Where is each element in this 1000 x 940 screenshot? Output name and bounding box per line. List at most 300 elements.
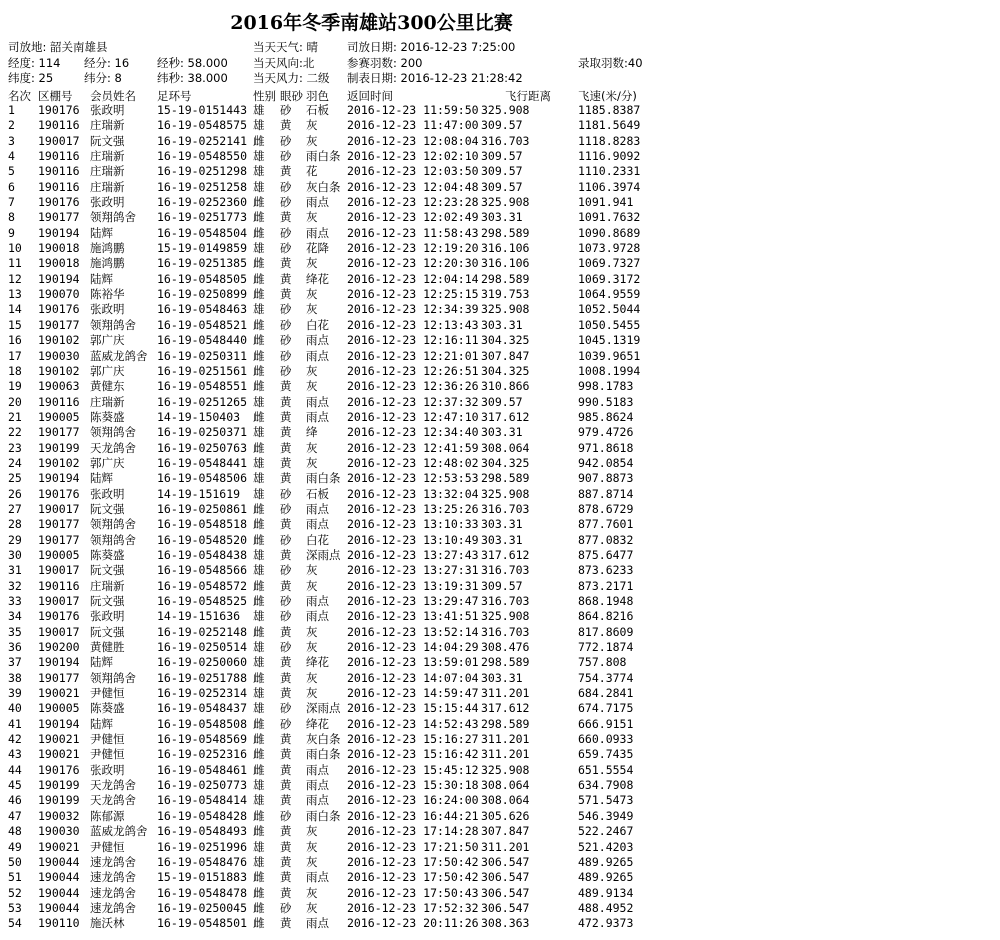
cell-eye: 砂 — [280, 640, 292, 655]
cell-member: 黄健胜 — [90, 640, 125, 655]
cell-return-time: 2016-12-23 12:13:43 — [347, 317, 479, 332]
cell-distance: 306.547 — [481, 885, 530, 900]
cell-loft: 190017 — [38, 594, 80, 608]
cell-member: 张政明 — [90, 486, 125, 501]
cell-sex: 雌 — [253, 732, 265, 747]
cell-return-time: 2016-12-23 16:44:21 — [347, 808, 479, 823]
cell-sex: 雄 — [253, 302, 265, 317]
cell-speed: 634.7908 — [578, 778, 634, 793]
latitude-minute: 纬分: 8 — [84, 71, 122, 85]
cell-distance: 308.064 — [481, 440, 530, 455]
table-row — [0, 916, 1000, 931]
cell-eye: 黄 — [280, 118, 292, 133]
cell-speed: 1181.5649 — [578, 118, 641, 133]
cell-eye: 黄 — [280, 793, 292, 808]
cell-color: 石板 — [306, 103, 329, 117]
table-row — [0, 302, 1000, 317]
cell-rank: 54 — [8, 916, 22, 931]
cell-return-time: 2016-12-23 12:47:10 — [347, 409, 479, 424]
cell-speed: 488.4952 — [578, 900, 634, 915]
cell-speed: 817.8609 — [578, 624, 634, 639]
cell-loft: 190200 — [38, 640, 80, 655]
longitude-degree: 经度: 114 — [8, 56, 61, 70]
cell-sex: 雄 — [253, 854, 265, 869]
cell-loft: 190030 — [38, 348, 80, 363]
cell-eye: 砂 — [280, 501, 292, 516]
cell-speed: 1106.3974 — [578, 179, 641, 194]
cell-color: 绛花 — [306, 271, 329, 286]
header-ring: 足环号 — [157, 89, 192, 103]
cell-sex: 雄 — [253, 486, 265, 501]
cell-speed: 877.0832 — [578, 532, 634, 547]
cell-ring: 16-19-0548437 — [157, 701, 248, 716]
cell-member: 陈郁源 — [90, 808, 125, 823]
cell-loft: 190017 — [38, 133, 80, 148]
cell-color: 雨点 — [306, 609, 329, 624]
cell-rank: 24 — [8, 455, 22, 470]
cell-ring: 16-19-0252314 — [157, 686, 248, 701]
cell-member: 张政明 — [90, 609, 125, 624]
results-table-body — [0, 103, 1000, 932]
cell-ring: 16-19-0548478 — [157, 885, 248, 900]
cell-return-time: 2016-12-23 12:20:30 — [347, 256, 479, 271]
cell-color: 绛花 — [306, 716, 329, 731]
cell-ring: 16-19-0252141 — [157, 133, 248, 148]
cell-return-time: 2016-12-23 12:23:28 — [347, 195, 479, 210]
cell-rank: 40 — [8, 701, 22, 716]
admitted-count-info: 录取羽数:40 — [578, 56, 643, 70]
cell-loft: 190194 — [38, 716, 80, 731]
cell-color: 深雨点 — [306, 547, 341, 562]
cell-return-time: 2016-12-23 12:34:39 — [347, 302, 479, 317]
cell-member: 蓝威龙鸽舍 — [90, 824, 148, 839]
cell-return-time: 2016-12-23 13:27:43 — [347, 547, 479, 562]
cell-rank: 11 — [8, 256, 22, 271]
cell-member: 陈葵盛 — [90, 409, 125, 424]
cell-color: 绛 — [306, 425, 318, 440]
cell-eye: 黄 — [280, 425, 292, 440]
cell-loft: 190005 — [38, 547, 80, 562]
cell-distance: 316.106 — [481, 256, 530, 271]
table-row — [0, 410, 1000, 425]
cell-ring: 16-19-0548508 — [157, 716, 248, 731]
table-row — [0, 747, 1000, 762]
cell-member: 阮文强 — [90, 501, 125, 516]
table-row — [0, 655, 1000, 670]
cell-member: 尹健恒 — [90, 732, 125, 747]
cell-member: 速龙鸽舍 — [90, 870, 136, 885]
cell-member: 陆辉 — [90, 271, 113, 286]
cell-return-time: 2016-12-23 13:25:26 — [347, 501, 479, 516]
cell-color: 雨白条 — [306, 471, 341, 486]
cell-color: 灰 — [306, 624, 318, 639]
cell-member: 速龙鸽舍 — [90, 854, 136, 869]
cell-return-time: 2016-12-23 14:04:29 — [347, 640, 479, 655]
cell-speed: 990.5183 — [578, 394, 634, 409]
release-date-info: 司放日期: 2016-12-23 7:25:00 — [347, 40, 516, 54]
cell-color: 雨点 — [306, 348, 329, 363]
cell-rank: 46 — [8, 793, 22, 808]
cell-color: 石板 — [306, 486, 329, 501]
cell-speed: 489.9265 — [578, 870, 634, 885]
cell-member: 庄瑞新 — [90, 578, 125, 593]
cell-speed: 979.4726 — [578, 425, 634, 440]
cell-eye: 黄 — [280, 517, 292, 532]
cell-distance: 306.547 — [481, 900, 530, 915]
cell-loft: 190030 — [38, 824, 80, 839]
cell-return-time: 2016-12-23 13:32:04 — [347, 486, 479, 501]
cell-speed: 1118.8283 — [578, 133, 641, 148]
table-row — [0, 256, 1000, 271]
cell-sex: 雄 — [253, 118, 265, 133]
cell-rank: 32 — [8, 578, 22, 593]
cell-rank: 36 — [8, 640, 22, 655]
cell-sex: 雌 — [253, 900, 265, 915]
cell-distance: 304.325 — [481, 363, 530, 378]
header-loft: 区棚号 — [38, 89, 73, 103]
cell-eye: 黄 — [280, 732, 292, 747]
cell-color: 雨点 — [306, 501, 329, 516]
cell-sex: 雌 — [253, 762, 265, 777]
cell-loft: 190199 — [38, 778, 80, 793]
table-row — [0, 640, 1000, 655]
cell-speed: 1069.7327 — [578, 256, 641, 271]
cell-member: 庄瑞新 — [90, 179, 125, 194]
cell-speed: 1110.2331 — [578, 164, 641, 179]
cell-member: 陈葵盛 — [90, 547, 125, 562]
table-row — [0, 594, 1000, 609]
cell-ring: 16-19-0251773 — [157, 210, 248, 225]
cell-speed: 998.1783 — [578, 379, 634, 394]
cell-distance: 303.31 — [481, 425, 523, 440]
cell-member: 阮文强 — [90, 563, 125, 578]
cell-rank: 41 — [8, 716, 22, 731]
cell-rank: 26 — [8, 486, 22, 501]
cell-distance: 317.612 — [481, 701, 530, 716]
cell-color: 白花 — [306, 532, 329, 547]
cell-distance: 307.847 — [481, 824, 530, 839]
cell-speed: 521.4203 — [578, 839, 634, 854]
cell-loft: 190194 — [38, 471, 80, 486]
cell-return-time: 2016-12-23 17:50:43 — [347, 885, 479, 900]
page-title: 2016年冬季南雄站300公里比赛 — [230, 12, 513, 34]
cell-loft: 190199 — [38, 440, 80, 455]
cell-member: 陈葵盛 — [90, 701, 125, 716]
cell-loft: 190017 — [38, 563, 80, 578]
cell-ring: 16-19-0548505 — [157, 271, 248, 286]
table-row — [0, 425, 1000, 440]
cell-return-time: 2016-12-23 16:24:00 — [347, 793, 479, 808]
cell-return-time: 2016-12-23 13:52:14 — [347, 624, 479, 639]
cell-eye: 黄 — [280, 210, 292, 225]
cell-return-time: 2016-12-23 13:10:49 — [347, 532, 479, 547]
cell-sex: 雄 — [253, 149, 265, 164]
cell-ring: 16-19-0251561 — [157, 363, 248, 378]
cell-rank: 20 — [8, 394, 22, 409]
cell-return-time: 2016-12-23 17:14:28 — [347, 824, 479, 839]
cell-distance: 298.589 — [481, 655, 530, 670]
cell-eye: 砂 — [280, 716, 292, 731]
cell-speed: 489.9265 — [578, 854, 634, 869]
table-row — [0, 180, 1000, 195]
cell-speed: 907.8873 — [578, 471, 634, 486]
cell-ring: 16-19-0548520 — [157, 532, 248, 547]
cell-member: 庄瑞新 — [90, 118, 125, 133]
cell-member: 领翔鸽舍 — [90, 670, 136, 685]
cell-return-time: 2016-12-23 17:21:50 — [347, 839, 479, 854]
cell-member: 郭广庆 — [90, 333, 125, 348]
cell-ring: 16-19-0250060 — [157, 655, 248, 670]
header-return-time: 返回时间 — [347, 89, 393, 103]
cell-distance: 311.201 — [481, 686, 530, 701]
cell-rank: 9 — [8, 225, 15, 240]
cell-ring: 14-19-150403 — [157, 409, 241, 424]
cell-eye: 砂 — [280, 302, 292, 317]
cell-speed: 985.8624 — [578, 409, 634, 424]
cell-color: 雨点 — [306, 333, 329, 348]
cell-loft: 190044 — [38, 870, 80, 885]
cell-loft: 190017 — [38, 501, 80, 516]
table-row — [0, 241, 1000, 256]
cell-sex: 雌 — [253, 578, 265, 593]
cell-eye: 黄 — [280, 271, 292, 286]
cell-rank: 33 — [8, 594, 22, 608]
table-row — [0, 364, 1000, 379]
cell-member: 天龙鸽舍 — [90, 778, 136, 793]
cell-member: 郭广庆 — [90, 455, 125, 470]
cell-sex: 雌 — [253, 670, 265, 685]
cell-ring: 16-19-0251788 — [157, 670, 248, 685]
cell-ring: 16-19-0250899 — [157, 287, 248, 302]
cell-speed: 1045.1319 — [578, 333, 641, 348]
cell-rank: 49 — [8, 839, 22, 854]
cell-return-time: 2016-12-23 13:19:31 — [347, 578, 479, 593]
cell-return-time: 2016-12-23 17:50:42 — [347, 854, 479, 869]
cell-distance: 310.866 — [481, 379, 530, 394]
table-row — [0, 824, 1000, 839]
cell-ring: 16-19-0250045 — [157, 900, 248, 915]
cell-distance: 311.201 — [481, 732, 530, 747]
table-row — [0, 333, 1000, 348]
cell-ring: 14-19-151619 — [157, 486, 241, 501]
cell-eye: 黄 — [280, 547, 292, 562]
cell-eye: 黄 — [280, 409, 292, 424]
table-row — [0, 103, 1000, 118]
cell-rank: 50 — [8, 854, 22, 869]
cell-distance: 319.753 — [481, 287, 530, 302]
cell-rank: 3 — [8, 133, 15, 148]
cell-speed: 873.6233 — [578, 563, 634, 578]
cell-return-time: 2016-12-23 12:03:50 — [347, 164, 479, 179]
cell-rank: 39 — [8, 686, 22, 701]
cell-color: 灰 — [306, 578, 318, 593]
cell-color: 灰 — [306, 302, 318, 317]
cell-loft: 190176 — [38, 762, 80, 777]
cell-rank: 35 — [8, 624, 22, 639]
cell-sex: 雄 — [253, 547, 265, 562]
cell-sex: 雌 — [253, 379, 265, 394]
cell-distance: 325.908 — [481, 609, 530, 624]
cell-color: 雨白条 — [306, 149, 341, 164]
cell-member: 领翔鸽舍 — [90, 517, 136, 532]
cell-speed: 1091.941 — [578, 195, 634, 210]
cell-speed: 1050.5455 — [578, 317, 641, 332]
cell-speed: 1073.9728 — [578, 241, 641, 256]
cell-color: 灰 — [306, 287, 318, 302]
latitude-second: 纬秒: 38.000 — [157, 71, 228, 85]
cell-member: 陈裕华 — [90, 287, 125, 302]
cell-sex: 雌 — [253, 317, 265, 332]
cell-ring: 16-19-0548461 — [157, 762, 248, 777]
cell-ring: 16-19-0548440 — [157, 333, 248, 348]
table-row — [0, 379, 1000, 394]
table-row — [0, 563, 1000, 578]
cell-ring: 16-19-0251258 — [157, 179, 248, 194]
cell-ring: 16-19-0250861 — [157, 501, 248, 516]
cell-distance: 325.908 — [481, 486, 530, 501]
cell-eye: 黄 — [280, 686, 292, 701]
cell-sex: 雌 — [253, 210, 265, 225]
cell-eye: 砂 — [280, 363, 292, 378]
cell-color: 雨白条 — [306, 747, 341, 762]
cell-color: 灰 — [306, 455, 318, 470]
cell-speed: 1069.3172 — [578, 271, 641, 286]
cell-ring: 16-19-0548504 — [157, 225, 248, 240]
cell-rank: 15 — [8, 317, 22, 332]
cell-speed: 757.808 — [578, 655, 627, 670]
cell-color: 灰 — [306, 686, 318, 701]
table-row — [0, 395, 1000, 410]
cell-color: 灰白条 — [306, 179, 341, 194]
table-row — [0, 579, 1000, 594]
cell-color: 绛花 — [306, 655, 329, 670]
cell-distance: 303.31 — [481, 210, 523, 225]
latitude-degree: 纬度: 25 — [8, 71, 54, 85]
longitude-minute: 经分: 16 — [84, 56, 130, 70]
table-row — [0, 164, 1000, 179]
table-row — [0, 732, 1000, 747]
cell-ring: 16-19-0548572 — [157, 578, 248, 593]
cell-eye: 黄 — [280, 916, 292, 931]
table-row — [0, 701, 1000, 716]
table-row — [0, 809, 1000, 824]
cell-return-time: 2016-12-23 12:36:26 — [347, 379, 479, 394]
table-row — [0, 134, 1000, 149]
table-row — [0, 625, 1000, 640]
cell-return-time: 2016-12-23 15:16:27 — [347, 732, 479, 747]
cell-distance: 303.31 — [481, 532, 523, 547]
cell-speed: 1090.8689 — [578, 225, 641, 240]
cell-speed: 1185.8387 — [578, 103, 641, 117]
cell-color: 灰 — [306, 256, 318, 271]
cell-distance: 308.064 — [481, 778, 530, 793]
cell-sex: 雌 — [253, 594, 265, 608]
cell-member: 庄瑞新 — [90, 394, 125, 409]
cell-distance: 317.612 — [481, 547, 530, 562]
cell-rank: 1 — [8, 103, 15, 117]
cell-loft: 190005 — [38, 701, 80, 716]
cell-member: 速龙鸽舍 — [90, 885, 136, 900]
cell-eye: 砂 — [280, 701, 292, 716]
cell-distance: 308.363 — [481, 916, 530, 931]
cell-eye: 黄 — [280, 839, 292, 854]
cell-member: 尹健恒 — [90, 686, 125, 701]
cell-color: 灰 — [306, 824, 318, 839]
cell-speed: 877.7601 — [578, 517, 634, 532]
cell-ring: 16-19-0548518 — [157, 517, 248, 532]
cell-ring: 16-19-0548575 — [157, 118, 248, 133]
cell-rank: 8 — [8, 210, 15, 225]
cell-return-time: 2016-12-23 12:41:59 — [347, 440, 479, 455]
cell-distance: 309.57 — [481, 394, 523, 409]
cell-ring: 15-19-0151883 — [157, 870, 248, 885]
cell-loft: 190110 — [38, 916, 80, 931]
cell-sex: 雌 — [253, 195, 265, 210]
cell-distance: 316.703 — [481, 624, 530, 639]
cell-speed: 887.8714 — [578, 486, 634, 501]
cell-speed: 571.5473 — [578, 793, 634, 808]
cell-sex: 雌 — [253, 501, 265, 516]
cell-sex: 雌 — [253, 225, 265, 240]
cell-rank: 53 — [8, 900, 22, 915]
cell-loft: 190116 — [38, 118, 80, 133]
cell-sex: 雄 — [253, 164, 265, 179]
cell-rank: 16 — [8, 333, 22, 348]
cell-distance: 325.908 — [481, 103, 530, 117]
cell-eye: 砂 — [280, 486, 292, 501]
cell-eye: 黄 — [280, 762, 292, 777]
cell-distance: 306.547 — [481, 854, 530, 869]
cell-speed: 754.3774 — [578, 670, 634, 685]
release-place: 司放地: 韶关南雄县 — [8, 40, 108, 54]
cell-color: 雨点 — [306, 762, 329, 777]
table-row — [0, 686, 1000, 701]
cell-speed: 1039.9651 — [578, 348, 641, 363]
cell-ring: 16-19-0548441 — [157, 455, 248, 470]
cell-member: 阮文强 — [90, 133, 125, 148]
cell-ring: 16-19-0252360 — [157, 195, 248, 210]
cell-distance: 316.703 — [481, 501, 530, 516]
cell-return-time: 2016-12-23 12:04:14 — [347, 271, 479, 286]
cell-color: 灰 — [306, 133, 318, 148]
cell-speed: 873.2171 — [578, 578, 634, 593]
header-color: 羽色 — [306, 89, 329, 103]
cell-color: 雨点 — [306, 394, 329, 409]
cell-return-time: 2016-12-23 20:11:26 — [347, 916, 479, 931]
cell-color: 白花 — [306, 317, 329, 332]
cell-loft: 190177 — [38, 425, 80, 440]
cell-loft: 190116 — [38, 394, 80, 409]
cell-loft: 190177 — [38, 317, 80, 332]
cell-distance: 316.703 — [481, 563, 530, 578]
cell-speed: 659.7435 — [578, 747, 634, 762]
cell-ring: 16-19-0548476 — [157, 854, 248, 869]
cell-distance: 309.57 — [481, 149, 523, 164]
table-row — [0, 533, 1000, 548]
cell-eye: 黄 — [280, 394, 292, 409]
cell-sex: 雄 — [253, 655, 265, 670]
cell-rank: 17 — [8, 348, 22, 363]
cell-color: 雨点 — [306, 225, 329, 240]
cell-rank: 5 — [8, 164, 15, 179]
cell-return-time: 2016-12-23 12:48:02 — [347, 455, 479, 470]
header-member: 会员姓名 — [90, 89, 136, 103]
cell-eye: 黄 — [280, 778, 292, 793]
cell-rank: 34 — [8, 609, 22, 624]
cell-eye: 黄 — [280, 455, 292, 470]
cell-return-time: 2016-12-23 14:07:04 — [347, 670, 479, 685]
cell-distance: 311.201 — [481, 747, 530, 762]
